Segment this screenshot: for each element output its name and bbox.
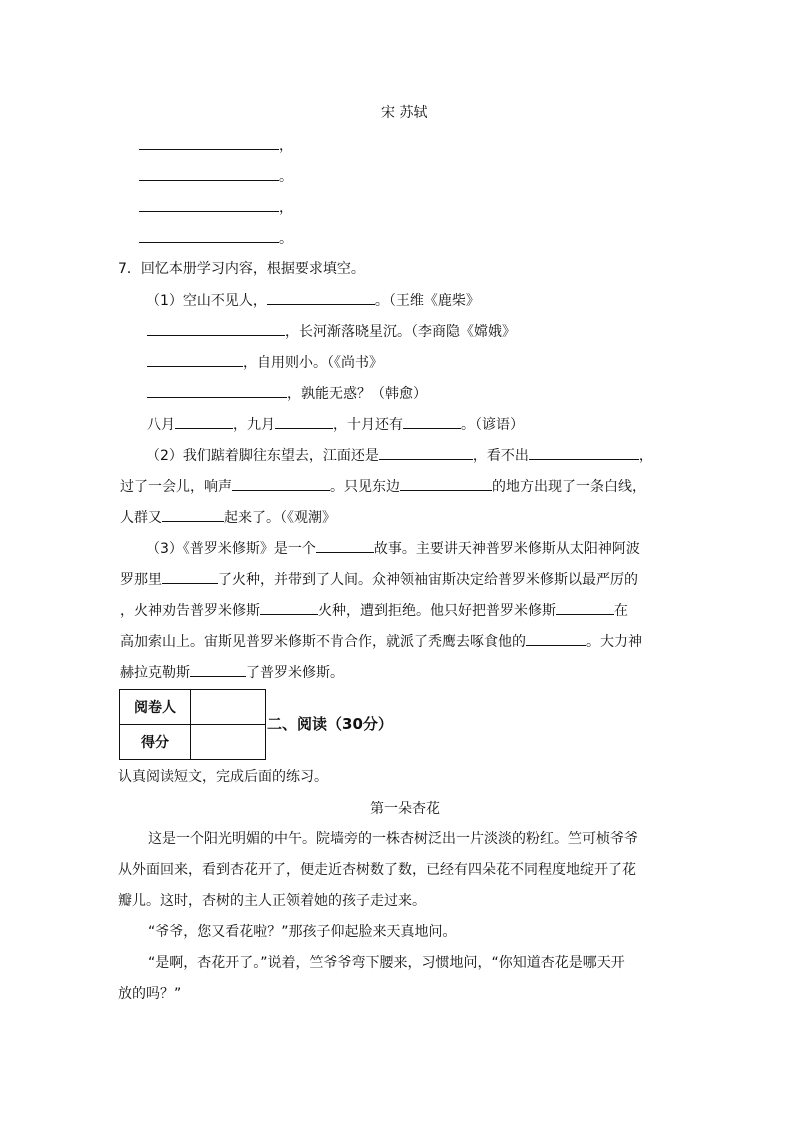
q7-part1-line5: 八月 ，九月 ，十月还有 。（谚语）	[147, 414, 524, 435]
answer-blank[interactable]	[147, 383, 287, 398]
poem-line-2: 。	[139, 166, 293, 187]
answer-blank[interactable]	[139, 166, 279, 181]
score-field[interactable]	[191, 725, 266, 760]
answer-blank[interactable]	[267, 290, 375, 305]
answer-blank[interactable]	[147, 321, 285, 336]
q7-part2-line3: 人群又 起来了。（《观潮》	[120, 507, 336, 528]
story-paragraph-1-line-1: 这是一个阳光明媚的中午。院墙旁的一株杏树泛出一片淡淡的粉红。竺可桢爷爷	[148, 831, 638, 847]
story-paragraph-1-line-2: 从外面回来，看到杏花开了，便走近杏树数了数，已经有四朵花不同程度地绽开了花	[118, 862, 636, 878]
story-paragraph-2: “爷爷，您又看花啦？”那孩子仰起脸来天真地问。	[148, 924, 457, 940]
answer-blank[interactable]	[175, 414, 233, 429]
answer-blank[interactable]	[556, 600, 614, 615]
answer-blank[interactable]	[190, 662, 246, 677]
answer-blank[interactable]	[147, 352, 243, 367]
poem-line-1: ，	[139, 135, 293, 156]
reading-instruction: 认真阅读短文，完成后面的练习。	[118, 769, 328, 785]
q7-part1-line4: ，孰能无惑？（韩愈）	[147, 383, 427, 404]
answer-blank[interactable]	[526, 631, 586, 646]
poem-line-3: ，	[139, 197, 293, 218]
reviewer-field[interactable]	[191, 690, 266, 725]
q7-part1-line1: （1）空山不见人， 。（王维《鹿柴》	[146, 290, 480, 311]
score-table	[119, 689, 266, 760]
q7-part3-line4: 高加索山上。宙斯见普罗米修斯不肯合作，就派了秃鹰去啄食他的 。大力神	[120, 631, 642, 652]
answer-blank[interactable]	[260, 600, 318, 615]
q7-part2-line1: （2）我们踮着脚往东望去，江面还是 ，看不出 ，	[146, 445, 653, 466]
q7-part3-line2: 罗那里 了火种，并带到了人间。众神领袖宙斯决定给普罗米修斯以最严厉的	[120, 569, 638, 590]
answer-blank[interactable]	[162, 507, 224, 522]
score-label: 得分	[120, 725, 191, 760]
story-title: 第一朵杏花	[370, 801, 440, 817]
poem-author: 宋 苏轼	[381, 105, 428, 121]
reviewer-label: 阅卷人	[120, 690, 191, 725]
answer-blank[interactable]	[162, 569, 218, 584]
answer-blank[interactable]	[529, 445, 639, 460]
q7-part3-line3: ，火神劝告普罗米修斯 火种，遭到拒绝。他只好把普罗米修斯 在	[120, 600, 628, 621]
answer-blank[interactable]	[275, 414, 333, 429]
story-paragraph-1-line-3: 瓣儿。这时，杏树的主人正领着她的孩子走过来。	[118, 893, 426, 909]
q7-part1-line3: ，自用则小。（《尚书》	[147, 352, 383, 373]
section-2-heading: 二、阅读（30分）	[267, 715, 393, 733]
answer-blank[interactable]	[232, 476, 330, 491]
poem-line-4: 。	[139, 228, 293, 249]
q7-part3-line5: 赫拉克勒斯 了普罗米修斯。	[120, 662, 344, 683]
q7-part2-line2: 过了一会儿，响声 。只见东边 的地方出现了一条白线，	[120, 476, 646, 497]
answer-blank[interactable]	[139, 135, 279, 150]
answer-blank[interactable]	[379, 445, 473, 460]
answer-blank[interactable]	[139, 228, 279, 243]
story-paragraph-3-line-1: “是啊，杏花开了。”说着，竺爷爷弯下腰来，习惯地问，“你知道杏花是哪天开	[148, 955, 625, 971]
answer-blank[interactable]	[403, 414, 461, 429]
q7-part3-line1: （3）《普罗米修斯》是一个 故事。主要讲天神普罗米修斯从太阳神阿波	[146, 538, 640, 559]
story-paragraph-3-line-2: 放的吗？”	[118, 986, 182, 1002]
answer-blank[interactable]	[316, 538, 374, 553]
question-7-title: 7．回忆本册学习内容，根据要求填空。	[118, 261, 365, 277]
q7-part1-line2: ，长河渐落晓星沉。（李商隐《嫦娥》	[147, 321, 516, 342]
answer-blank[interactable]	[139, 197, 279, 212]
answer-blank[interactable]	[400, 476, 492, 491]
